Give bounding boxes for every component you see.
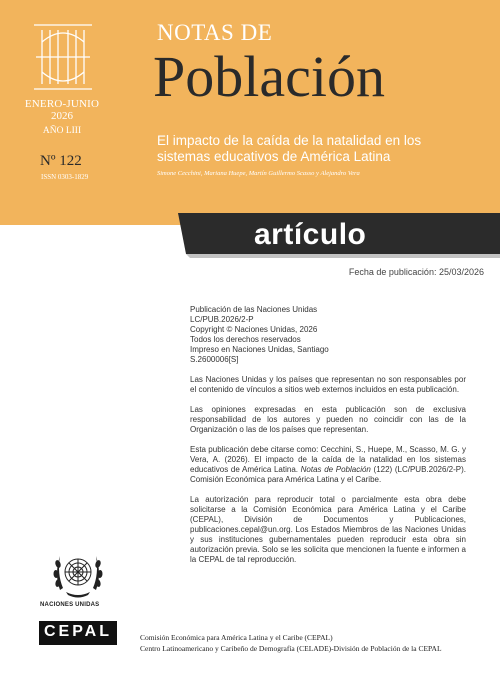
footer-institutions xyxy=(140,632,442,654)
issue-year: 2026 xyxy=(51,110,73,122)
un-label: NACIONES UNIDAS xyxy=(40,602,100,608)
series-name: NOTAS DE xyxy=(157,20,273,45)
article-authors: Simone Cecchini, Mariana Huepe, Martín Guillermo Scasso y Alejandro Vera xyxy=(157,170,360,177)
publication-date: Fecha de publicación: 25/03/2026 xyxy=(348,267,484,277)
issue-number: Nº 122 xyxy=(40,153,82,169)
paragraph-opinions: Las opiniones expresadas en esta publicación son de exclusiva responsabilidad de los autores y pueden no coincidir con las de la Organización o las de los países que representan. xyxy=(190,405,466,434)
issue-date-block xyxy=(22,98,102,137)
column-emblem-icon xyxy=(30,22,96,92)
cepal-logo xyxy=(39,621,117,645)
publication-info xyxy=(190,305,466,365)
article-banner xyxy=(178,213,500,261)
footer-line-cepal: Comisión Económica para América Latina y el Caribe (CEPAL) xyxy=(140,633,333,642)
legal-text xyxy=(190,305,466,565)
cover-header xyxy=(0,0,500,225)
cepal-logo-text: CEPAL xyxy=(43,623,113,640)
pub-line: Todos los derechos reservados xyxy=(190,335,301,344)
issue-ano: AÑO LIII xyxy=(42,126,82,136)
banner-label: artículo xyxy=(254,218,367,251)
article-title: El impacto de la caída de la natalidad en los sistemas educativos de América Latina xyxy=(157,133,422,164)
citation-text-end: (122) (LC/PUB.2026/2-P). Comisión Económica para América Latina y el Caribe. xyxy=(190,465,466,484)
paragraph-citation xyxy=(190,445,466,485)
pub-line: S.2600006[S] xyxy=(190,355,239,364)
series-main-title: Población xyxy=(153,44,385,109)
citation-text: Esta publicación debe citarse como: Cecchini, S., Huepe, M., Scasso, M. G. y Vera, A. (2026). El impacto de la caída de la natalidad en los sistemas educativos de América Latina. xyxy=(190,445,466,474)
paragraph-authorization: La autorización para reproducir total o parcialmente esta obra debe solicitarse a la Comisión Económica para América Latina y el Caribe (CEPAL), División de Documentos y Publicaciones, publicaciones.cepal@un.org. Los Estados Miembros de las Naciones Unidas y sus instituciones gubernamentales pueden reproducir esta obra sin autorización previa. Solo se les solicita que mencionen la fuente e informen a la CEPAL de tal reproducción. xyxy=(190,495,466,564)
pub-line: Impreso en Naciones Unidas, Santiago xyxy=(190,345,329,354)
issn: ISSN 0303-1829 xyxy=(41,173,89,181)
paragraph-disclaimer: Las Naciones Unidas y los países que representan no son responsables por el contenido de vínculos a sitios web externos incluidos en esta publicación. xyxy=(190,375,466,394)
pub-line: Publicación de las Naciones Unidas xyxy=(190,305,318,314)
issue-period: ENERO-JUNIO xyxy=(24,98,100,110)
citation-journal: Notas de Población xyxy=(300,465,371,474)
un-emblem-icon xyxy=(50,550,106,600)
footer-line-celade: Centro Latinoamericano y Caribeño de Demografía (CELADE)-División de Población de la CEPAL xyxy=(140,644,442,653)
pub-line: LC/PUB.2026/2-P xyxy=(190,315,254,324)
pub-line: Copyright © Naciones Unidas, 2026 xyxy=(190,325,318,334)
